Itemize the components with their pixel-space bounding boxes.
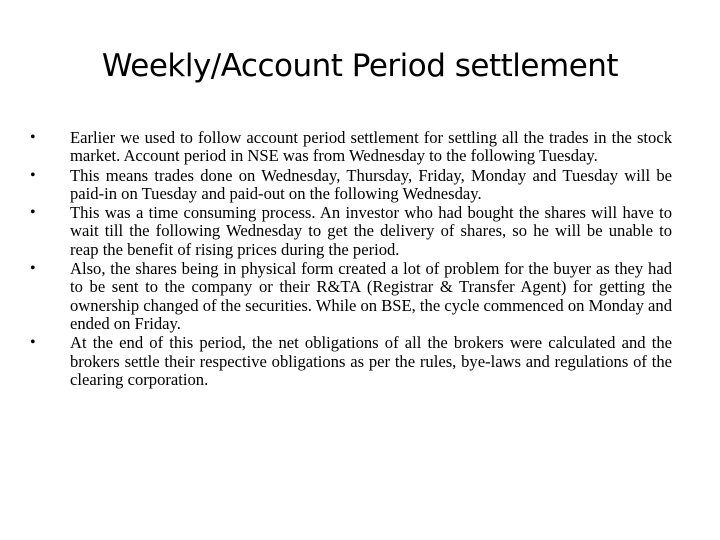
bullet-dot-icon: • — [30, 129, 36, 146]
bullet-item — [28, 167, 672, 204]
bullet-text: Also, the shares being in physical form created a lot of problem for the buyer as they had to be sent to the company or their R&TA (Registrar & Transfer Agent) for getting the ownership changed of the securities. While on BSE, the cycle commenced on Monday and ended on Friday. — [70, 259, 672, 333]
bullet-text: At the end of this period, the net obligations of all the brokers were calculated and the brokers settle their respective obligations as per the rules, bye-laws and regulations of the clearing corporation. — [70, 333, 672, 389]
bullet-dot-icon: • — [30, 204, 36, 222]
slide-title: Weekly/Account Period settlement — [101, 48, 619, 84]
bullet-item — [28, 334, 672, 389]
bullet-text: This means trades done on Wednesday, Thursday, Friday, Monday and Tuesday will be paid-in on Tuesday and paid-out on the following Wednesday. — [70, 165, 672, 203]
bullet-dot-icon: • — [30, 334, 36, 352]
bullet-dot-icon: • — [30, 260, 36, 278]
bullet-item — [28, 129, 672, 166]
bullet-text: Earlier we used to follow account period settlement for settling all the trades in the stock market. Account period in NSE was from Wednesday to the following Tuesday. — [70, 128, 672, 166]
bullet-list — [28, 129, 672, 390]
bullet-text: This was a time consuming process. An investor who had bought the shares will have to wait till the following Wednesday to get the delivery of shares, so he will be unable to reap the benefit of rising prices during the period. — [70, 203, 672, 259]
bullet-item — [28, 260, 672, 333]
bullet-dot-icon: • — [30, 166, 36, 184]
bullet-item — [28, 204, 672, 259]
